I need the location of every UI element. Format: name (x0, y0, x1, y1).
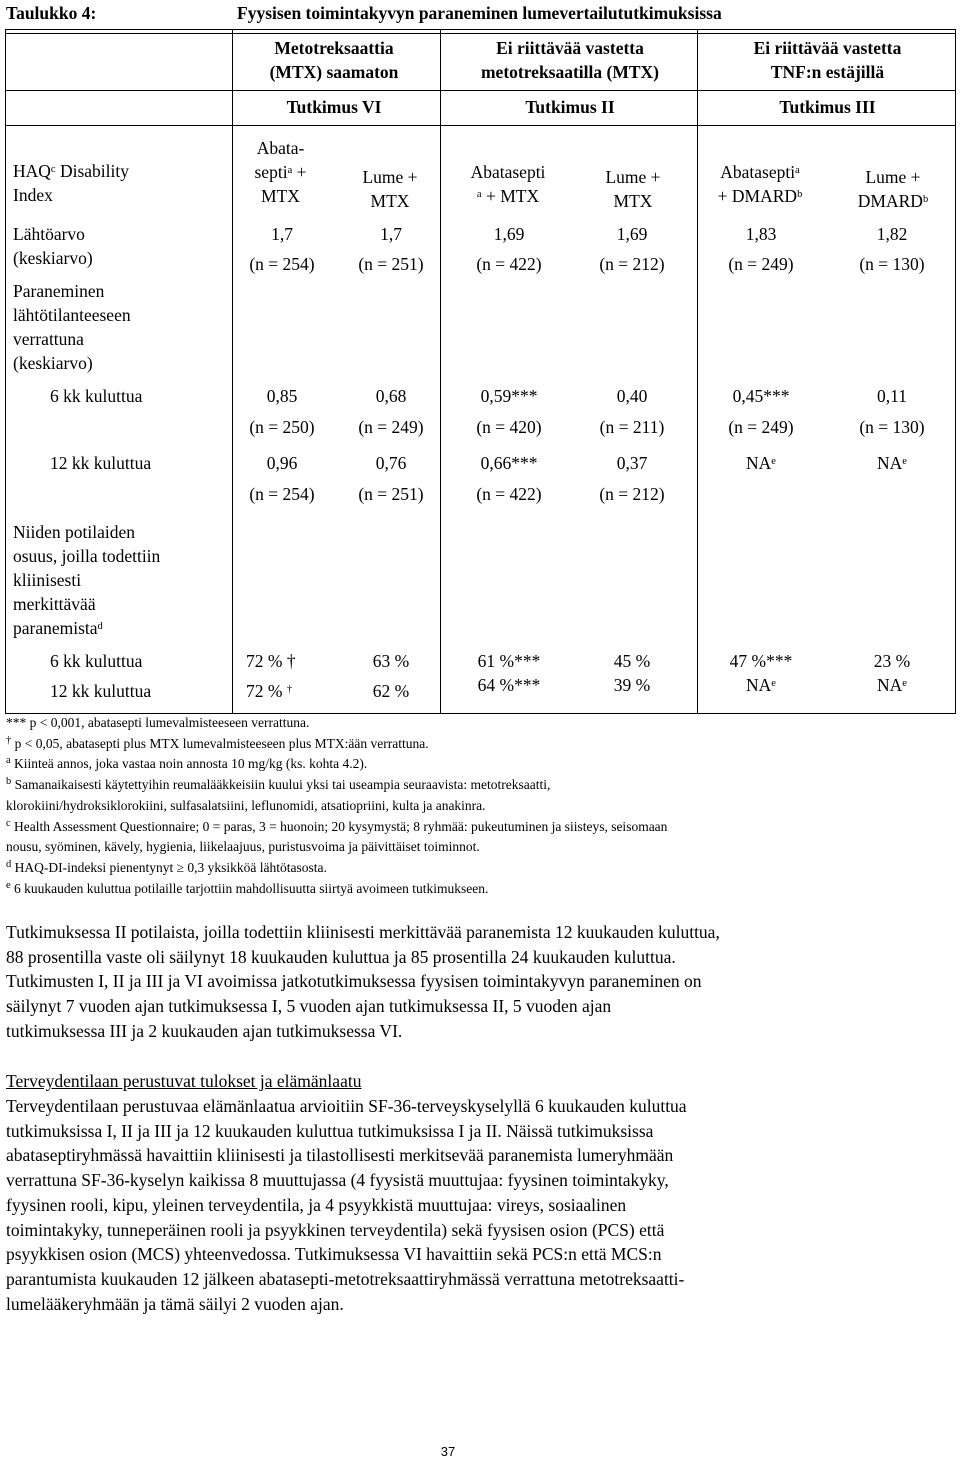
proportion-label: Niiden potilaiden osuus, joilla todettiin kliinisesti merkittävää paranemista$^d$ (13, 522, 161, 638)
improvement-6kk-cell: 0,45*** (n = 249) (728, 386, 794, 437)
table-title: Fyysisen toimintakyvyn paraneminen lumevertailututkimuksissa (237, 3, 722, 23)
table-label: Taulukko 4: (6, 3, 97, 23)
proportion-12kk-cell: 62 % (372, 681, 410, 701)
footnote: klorokiini/hydroksiklorokiini, sulfasalatsiini, leflunomidi, atsatiopriini, kulta ja anakinra. (6, 797, 486, 813)
col-header-lume-iii: Lume + $DMARD^b$ (857, 167, 929, 211)
row-label-6kk: 6 kk kuluttua (50, 386, 143, 406)
footnotes (6, 713, 946, 899)
improvement-12kk-cell: 0,76 (n = 251) (358, 453, 424, 504)
proportion-12kk-cell: $NA^e$ (746, 675, 776, 695)
baseline-cell: 1,69 (n = 212) (599, 224, 665, 274)
improvement-6kk-cell: 0,68 (n = 249) (358, 386, 424, 437)
footnote: $^c$ Health Assessment Questionnaire; 0 = paras, 3 = huonoin; 20 kysymystä; 8 ryhmää: pukeutuminen ja siisteys, seisomaan (6, 817, 668, 834)
baseline-cell: 1,7 (n = 254) (249, 224, 315, 274)
section-heading: Terveydentilaan perustuvat tulokset ja elämänlaatu (6, 1071, 362, 1091)
page-number: 37 (440, 1444, 456, 1459)
col-separator (232, 29, 233, 714)
study-header-vi: Tutkimus VI (286, 97, 382, 117)
improvement-12kk-cell: 0,37 (n = 212) (599, 453, 665, 504)
improvement-label: Paraneminen lähtötilanteeseen verrattuna (keskiarvo) (13, 281, 131, 373)
baseline-cell: 1,7 (n = 251) (358, 224, 424, 274)
proportion-12kk-cell: 64 %*** (477, 675, 541, 695)
row-label-12kk: 12 kk kuluttua (50, 681, 152, 701)
improvement-12kk-cell: 0,66*** (n = 422) (476, 453, 542, 504)
footnote: nousu, syöminen, kävely, hygienia, liikelaajuus, puristusvoima ja päivittäiset toiminnot. (6, 839, 480, 855)
header-rule-1 (5, 90, 955, 91)
col-header-abatasepti-ii: Abatasepti $^a$ + MTX (470, 162, 546, 206)
group-header-3: Ei riittävää vastetta TNF:n estäjillä (753, 38, 902, 82)
improvement-6kk-cell: 0,11 (n = 130) (859, 386, 925, 437)
improvement-12kk-cell: $NA^e$ (746, 453, 776, 473)
col-separator (5, 29, 6, 714)
baseline-label: Lähtöarvo (keskiarvo) (13, 224, 93, 268)
footnote: $^d$ HAQ-DI-indeksi pienentynyt ≥ 0,3 yksikköä lähtötasosta. (6, 858, 327, 875)
paragraph-1: Tutkimuksessa II potilaista, joilla todettiin kliinisesti merkittävää paranemista 12 kuukauden kuluttua, 88 prosentilla vaste oli säilynyt 18 kuukauden kuluttua ja 85 prosentilla 24 kuukauden kuluttua. Tutkimusten I, II ja III ja VI avoimissa jatkotutkimuksessa fyysisen toimintakyvyn paraneminen on säilynyt 7 vuoden ajan tutkimuksessa I, 5 vuoden ajan tutkimuksessa II, 5 vuoden ajan tutkimuksessa III ja 2 kuukauden ajan tutkimuksessa VI. (6, 922, 720, 1041)
study-header-ii: Tutkimus II (525, 97, 615, 117)
baseline-cell: 1,83 (n = 249) (728, 224, 794, 274)
proportion-12kk-cell: 39 % (613, 675, 651, 695)
col-separator (955, 29, 956, 714)
proportion-6kk-cell: 61 %*** (477, 651, 541, 671)
footnote: *** p < 0,001, abatasepti lumevalmisteeseen verrattuna. (6, 715, 310, 730)
haq-index-label: HAQ$^c$ Disability Index (13, 161, 129, 205)
improvement-6kk-cell: 0,40 (n = 211) (599, 386, 665, 437)
row-label-6kk: 6 kk kuluttua (50, 651, 143, 671)
col-header-abatasepti-vi: Abata- septi$^a$ + MTX (254, 138, 307, 206)
col-header-lume-ii: Lume + MTX (605, 167, 661, 211)
group-header-2: Ei riittävää vastetta metotreksaatilla (MTX) (480, 38, 660, 82)
proportion-6kk-cell: 47 %*** (729, 651, 793, 671)
table-top-rule (5, 29, 955, 34)
baseline-cell: 1,82 (n = 130) (859, 224, 925, 274)
proportion-12kk-cell: 72 % † (246, 681, 293, 701)
footnote: $^b$ Samanaikaisesti käytettyihin reumalääkkeisiin kuului yksi tai useampia seuraavista: metotreksaatti, (6, 776, 551, 793)
proportion-6kk-cell: 23 % (873, 651, 911, 671)
header-rule-2 (5, 125, 955, 126)
proportion-12kk-cell: $NA^e$ (877, 675, 907, 695)
footnote: $^e$ 6 kuukauden kuluttua potilaille tarjottiin mahdollisuutta siirtyä avoimeen tutkimukseen. (6, 879, 489, 896)
col-header-abatasepti-iii: Abatasepti$^a$ + $DMARD^b$ (717, 162, 803, 206)
improvement-6kk-cell: 0,59*** (n = 420) (476, 386, 542, 437)
row-label-12kk: 12 kk kuluttua (50, 453, 152, 473)
paragraph-2: Terveydentilaan perustuvaa elämänlaatua arvioitiin SF-36-terveyskyselyllä 6 kuukauden kuluttua tutkimuksissa I, II ja III ja 12 kuukauden kuluttua tutkimuksissa I ja II. Näissä tutkimuksissa abataseptiryhmässä havaittiin kliinisesti ja tilastollisesti merkitsevää paranemista lumeryhmään verrattuna SF-36-kyselyn kaikissa 8 muuttujassa (4 fyysistä muuttujaa: fyysinen toimintakyky, fyysinen rooli, kipu, yleinen terveydentila, ja 4 psyykkistä muuttujaa: vireys, sosiaalinen toimintakyky, tunneperäinen rooli ja psyykkinen terveydentila) sekä fyysisen osion (PCS) että psyykkisen osion (MCS) yhteenvedossa. Tutkimuksessa VI havaittiin sekä PCS:n että MCS:n parantumista kuukauden 12 jälkeen abatasepti-metotreksaattiryhmässä verrattuna metotreksaatti- lumelääkeryhmään ja tämä säilyi 2 vuoden ajan. (6, 1096, 687, 1314)
proportion-6kk-cell: 72 % † (246, 651, 296, 671)
group-header-1: Metotreksaattia (MTX) saamaton (269, 38, 399, 82)
footnote: † p < 0,05, abatasepti plus MTX lumevalmisteeseen plus MTX:ään verrattuna. (6, 734, 429, 751)
baseline-cell: 1,69 (n = 422) (476, 224, 542, 274)
col-header-lume-vi: Lume + MTX (362, 167, 418, 211)
improvement-6kk-cell: 0,85 (n = 250) (249, 386, 315, 437)
study-header-iii: Tutkimus III (779, 97, 876, 117)
improvement-12kk-cell: 0,96 (n = 254) (249, 453, 315, 504)
footnote: $^a$ Kiinteä annos, joka vastaa noin annosta 10 mg/kg (ks. kohta 4.2). (6, 755, 368, 772)
improvement-12kk-cell: $NA^e$ (877, 453, 907, 473)
col-separator (440, 29, 441, 714)
col-separator (697, 29, 698, 714)
proportion-6kk-cell: 45 % (613, 651, 651, 671)
proportion-6kk-cell: 63 % (372, 651, 410, 671)
